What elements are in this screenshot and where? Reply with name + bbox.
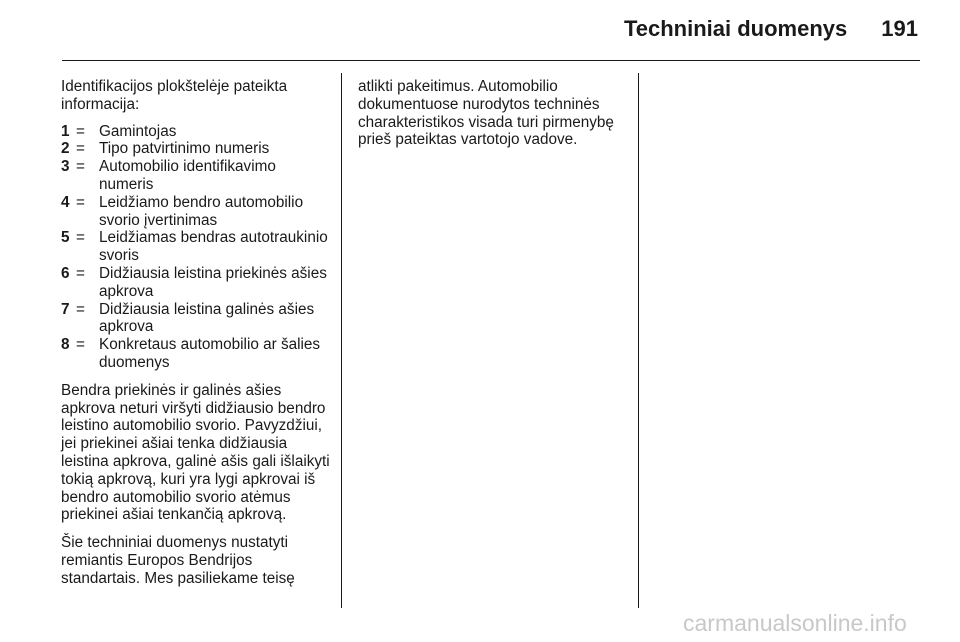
intro-text: Identifikacijos plokštelėje pateikta informacija:: [61, 78, 288, 113]
item-text: Tipo patvirtinimo numeris: [99, 140, 270, 158]
item-separator: =: [76, 336, 85, 354]
item-separator: =: [76, 229, 85, 247]
item-text: Gamintojas: [99, 122, 177, 140]
watermark: carmanualsonline.info: [683, 610, 907, 636]
item-text: Leidžiamo bendro automobilio svorio įvertinimas: [99, 193, 304, 229]
column-divider: [341, 73, 342, 608]
axle-load-paragraph: Bendra priekinės ir galinės ašies apkrova neturi viršyti didžiausio bendro leistino automobilio svorio. Pavyzdžiui, jei priekinei ašiai tenka didžiausia leistina apkrova, galinė ašis gali išlaikyti tokią apkrovą, kuri yra lygi apkrovai iš bendro automobilio svorio atėmus priekinei ašiai tenkančią apkrovą.: [61, 381, 330, 524]
list-item: [61, 229, 333, 265]
item-number: 1: [61, 122, 70, 140]
list-item: [61, 301, 333, 337]
standards-paragraph: Šie techniniai duomenys nustatyti remiantis Europos Bendrijos standartais. Mes pasiliekame teisę: [61, 534, 295, 587]
list-item: [61, 265, 333, 301]
list-item: [61, 140, 333, 158]
item-number: 7: [61, 300, 70, 318]
header-rule: [62, 60, 920, 61]
item-number: 8: [61, 336, 70, 354]
item-text: Konkretaus automobilio ar šalies duomenys: [99, 336, 321, 371]
item-separator: =: [76, 264, 85, 282]
item-number: 5: [61, 229, 70, 247]
changes-paragraph: atlikti pakeitimus. Automobilio dokumentuose nurodytos techninės charakteristikos visada turi pirmenybę prieš pateiktas vartotojo vadove.: [358, 78, 614, 149]
list-item: [61, 194, 333, 230]
page-number: 191: [881, 16, 918, 41]
item-separator: =: [76, 140, 85, 158]
list-item: [61, 336, 333, 372]
item-text: Didžiausia leistina priekinės ašies apkrova: [99, 264, 327, 300]
page-header: [0, 16, 918, 42]
item-text: Didžiausia leistina galinės ašies apkrova: [99, 300, 315, 336]
right-column: [358, 78, 626, 149]
item-separator: =: [76, 122, 85, 140]
item-number: 4: [61, 193, 70, 211]
left-column: [61, 78, 333, 588]
item-number: 3: [61, 158, 70, 176]
item-text: Automobilio identifikavimo numeris: [99, 158, 276, 193]
item-text: Leidžiamas bendras autotraukinio svoris: [99, 229, 328, 265]
item-number: 6: [61, 264, 70, 282]
column-divider: [638, 73, 639, 608]
item-separator: =: [76, 193, 85, 211]
plate-info-list: [61, 123, 333, 372]
list-item: [61, 123, 333, 141]
item-separator: =: [76, 158, 85, 176]
item-number: 2: [61, 140, 70, 158]
item-separator: =: [76, 300, 85, 318]
section-title: Techniniai duomenys: [623, 16, 848, 41]
list-item: [61, 158, 333, 194]
